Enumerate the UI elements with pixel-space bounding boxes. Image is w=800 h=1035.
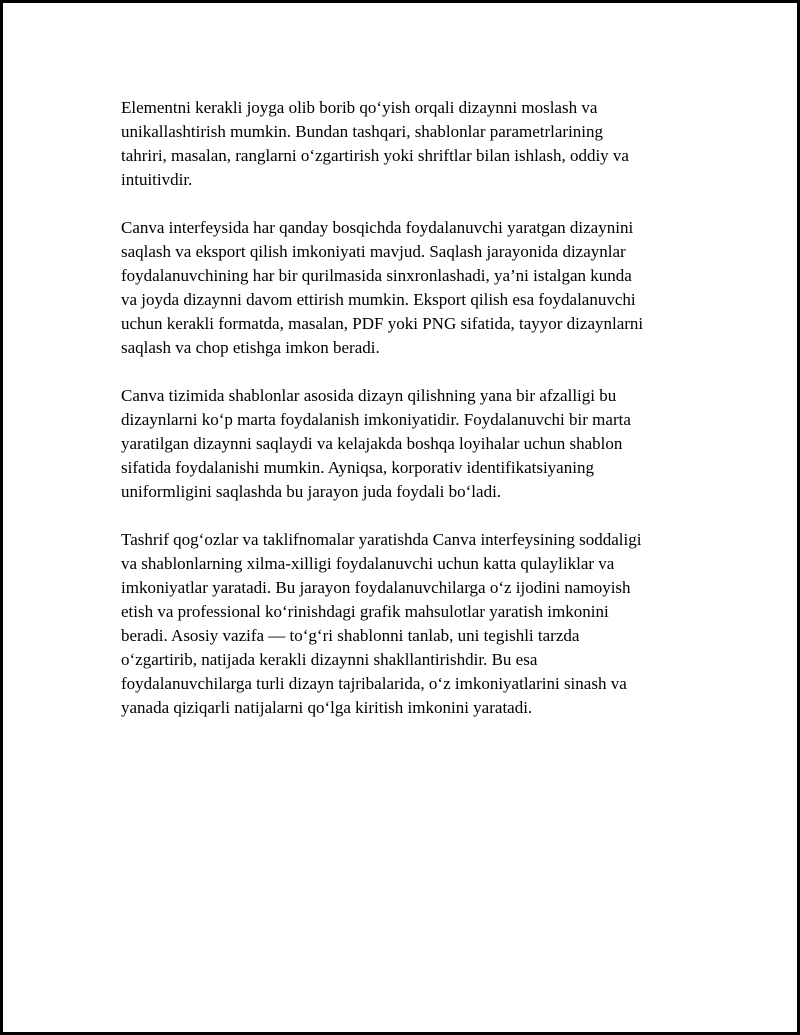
paragraph-4: Tashrif qog‘ozlar va taklifnomalar yaratishda Canva interfeysining soddaligi va shablonlarning xilma-xilligi foydalanuvchi uchun katta qulayliklar va imkoniyatlar yaratadi. Bu jarayon foydalanuvchilarga o‘z ijodini namoyish etish va professional ko‘rinishdagi grafik mahsulotlar yaratish imkonini beradi. Asosiy vazifa — to‘g‘ri shablonni tanlab, uni tegishli tarzda o‘zgartirib, natijada kerakli dizaynni shakllantirishdir. Bu esa foydalanuvchilarga turli dizayn tajribalarida, o‘z imkoniyatlarini sinash va yanada qiziqarli natijalarni qo‘lga kiritish imkonini yaratadi. — [121, 530, 642, 717]
paragraph-1: Elementni kerakli joyga olib borib qo‘yish orqali dizaynni moslash va unikallashtirish mumkin. Bundan tashqari, shablonlar parametrlarining tahriri, masalan, ranglarni o‘zgartirish yoki shriftlar bilan ishlash, oddiy va intuitivdir. — [121, 98, 629, 189]
document-body — [121, 96, 691, 744]
paragraph-2: Canva interfeysida har qanday bosqichda foydalanuvchi yaratgan dizaynini saqlash va eksport qilish imkoniyati mavjud. Saqlash jarayonida dizaynlar foydalanuvchining har bir qurilmasida sinxronlashadi, ya’ni istalgan kunda va joyda dizaynni davom ettirish mumkin. Eksport qilish esa foydalanuvchi uchun kerakli formatda, masalan, PDF yoki PNG sifatida, tayyor dizaynlarni saqlash va chop etishga imkon beradi. — [121, 218, 644, 357]
paragraph-3: Canva tizimida shablonlar asosida dizayn qilishning yana bir afzalligi bu dizaynlarni ko‘p marta foydalanish imkoniyatidir. Foydalanuvchi bir marta yaratilgan dizaynni saqlaydi va kelajakda boshqa loyihalar uchun shablon sifatida foydalanishi mumkin. Ayniqsa, korporativ identifikatsiyaning uniformligini saqlashda bu jarayon juda foydali bo‘ladi. — [121, 386, 631, 501]
